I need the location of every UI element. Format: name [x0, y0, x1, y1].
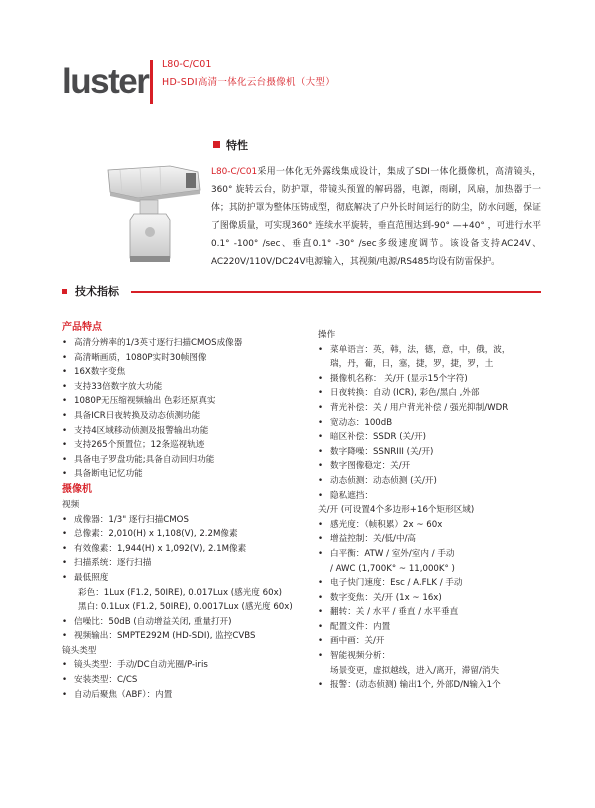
spec-line: • 报警：(动态侦测) 输出1个, 外部D/N输入1个 [318, 678, 548, 693]
spec-line: • 支持265个预置位；12条巡视轨迹 [62, 438, 312, 453]
specs-heading: 技术指标 [75, 285, 119, 298]
spec-line: • 翻转：关 / 水平 / 垂直 / 水平垂直 [318, 605, 548, 620]
spec-line: 场景变更，虚拟越线，进入/离开，滞留/消失 [330, 665, 500, 676]
spec-line: • 安装类型：C/CS [62, 673, 312, 688]
spec-line: • 背光补偿：关 / 用户背光补偿 / 强光抑制/WDR [318, 401, 548, 416]
spec-line: • 感光度：（帧积累）2x ~ 60x [318, 518, 548, 533]
spec-line: • 摄像机名称： 关/开 (显示15个字符) [318, 372, 548, 387]
model-number: L80-C/C01 [162, 59, 212, 70]
spec-line: • 配置文件：内置 [318, 620, 548, 635]
spec-line: • 菜单语言：英，韩，法，德，意，中，俄，波， [318, 343, 548, 358]
spec-line: • 具备断电记忆功能 [62, 467, 312, 482]
header-divider [150, 60, 153, 104]
spec-line: 瑞，丹，葡，日，塞，捷，罗，捷，罗，土 [330, 359, 494, 370]
spec-line: 镜头类型 [62, 645, 97, 656]
features-heading: 特性 [213, 137, 248, 153]
spec-line: • 镜头类型：手动/DC自动光圈/P-iris [62, 658, 312, 673]
spec-line: • 数字变焦：关/开 (1x ~ 16x) [318, 591, 548, 606]
spec-line: • 具备电子罗盘功能;具备自动回归功能 [62, 453, 312, 468]
spec-line: • 1080P无压缩视频输出 色彩还原真实 [62, 394, 312, 409]
spec-line: • 支持33倍数字放大功能 [62, 380, 312, 395]
specs-right-column [318, 328, 548, 693]
spec-line: • 信噪比：50dB (自动增益关闭, 重量打开) [62, 615, 312, 630]
spec-line: • 高清晰画质，1080P实时30帧图像 [62, 351, 312, 366]
spec-line: • 隐私遮挡： [318, 489, 548, 504]
product-subtitle: HD-SDI高清一体化云台摄像机（大型） [162, 77, 336, 88]
intro-model: L80-C/C01 [211, 167, 258, 177]
spec-line: • 16X数字变焦 [62, 365, 312, 380]
spec-line: • 总像素：2,010(H) x 1,108(V), 2.2M像素 [62, 527, 312, 542]
section-heading: 摄像机 [62, 483, 92, 495]
spec-line: • 成像器：1/3" 逐行扫描CMOS [62, 513, 312, 528]
spec-line: • 自动后聚焦（ABF）：内置 [62, 688, 312, 703]
spec-line: • 暗区补偿：SSDR (关/开) [318, 430, 548, 445]
spec-line: 彩色：1Lux (F1.2, 50IRE), 0.017Lux (感光度 60x) [78, 587, 283, 598]
spec-line: • 具备ICR日夜转换及动态侦测功能 [62, 409, 312, 424]
spec-line: • 电子快门速度：Esc / A.FLK / 手动 [318, 576, 548, 591]
section-heading: 产品特点 [62, 322, 102, 333]
spec-line: • 宽动态：100dB [318, 416, 548, 431]
spec-line: • 画中画：关/开 [318, 634, 548, 649]
spec-line: • 白平衡：ATW / 室外/室内 / 手动 [318, 547, 548, 562]
camera-illustration [100, 160, 210, 272]
spec-line: 关/开 (可设置4个多边形+16个矩形区域) [318, 505, 475, 516]
spec-line: • 日夜转换：自动 (ICR), 彩色/黑白 ,外部 [318, 386, 548, 401]
spec-line: • 有效像素：1,944(H) x 1,092(V), 2.1M像素 [62, 542, 312, 557]
spec-line: • 增益控制：关/低/中/高 [318, 532, 548, 547]
spec-line: • 数字降噪：SSNRIII (关/开) [318, 445, 548, 460]
spec-line: • 动态侦测：动态侦测 (关/开) [318, 474, 548, 489]
intro-text: 采用一体化无外露线集成设计，集成了SDI一体化摄像机，高清镜头，360° 旋转云台，防护罩，带镜头预置的解码器，电源，雨刷，风扇，加热器于一体；其防护罩为整体压铸成型，彻底解决了户外长时间运行的防尘，防水问题，保证了图像质量，可实现360° 连续水平旋转，垂直范围达到-90° —+40° ，可进行水平0.1° -100° /sec、垂直0.1° -30° /sec多级速度调节。该设备支持AC24V、AC220V/110V/DC24V电源输入，其视频/电源/RS485均设有防雷保护。 [211, 167, 541, 267]
specs-marker [62, 289, 67, 294]
spec-line: • 视频输出：SMPTE292M (HD-SDI), 监控CVBS [62, 629, 312, 644]
specs-rule [131, 291, 541, 293]
spec-line: • 扫描系统：逐行扫描 [62, 556, 312, 571]
spec-line: • 最低照度 [62, 571, 312, 586]
spec-line: • 支持4区域移动侦测及报警输出功能 [62, 424, 312, 439]
brand-logo: luster [62, 62, 149, 101]
features-intro [211, 163, 541, 271]
spec-line: 黑白: 0.1Lux (F1.2, 50IRE), 0.0017Lux (感光度 60x) [78, 602, 293, 613]
spec-line: / AWC (1,700K° ~ 11,000K° ) [330, 563, 455, 574]
spec-line: • 智能视频分析： [318, 649, 548, 664]
spec-line: • 数字图像稳定：关/开 [318, 459, 548, 474]
spec-line: • 高清分辨率的1/3英寸逐行扫描CMOS成像器 [62, 336, 312, 351]
spec-line: 视频 [62, 499, 80, 510]
specs-left-column [62, 320, 312, 702]
spec-line: 操作 [318, 330, 336, 340]
